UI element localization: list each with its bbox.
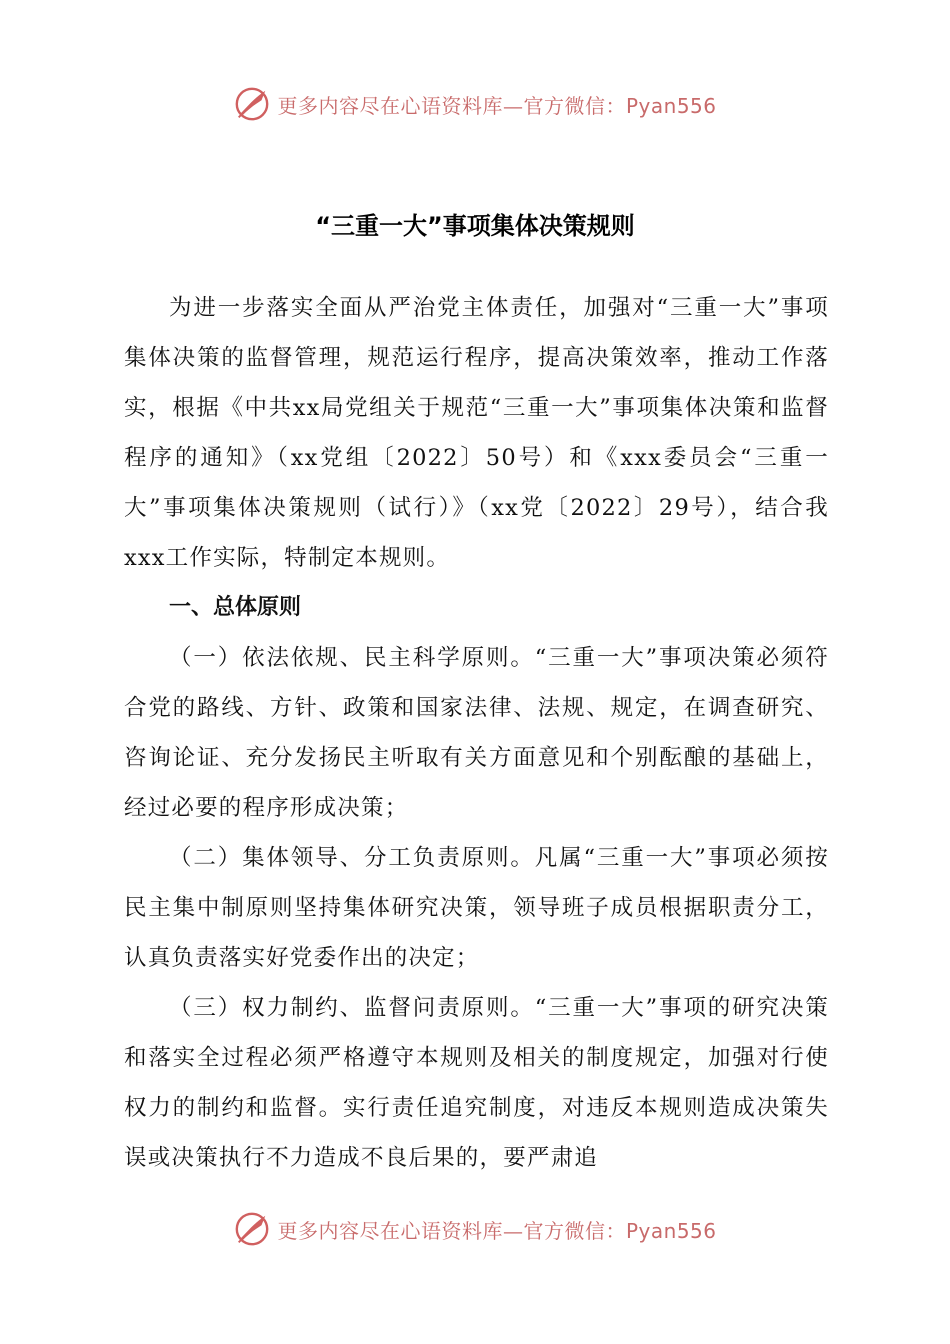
watermark-text: 更多内容尽在心语资料库—官方微信：Pyan556 [277, 93, 717, 118]
principle-paragraph-3: （三）权力制约、监督问责原则。“三重一大”事项的研究决策和落实全过程必须严格遵守本规则及相关的制度规定，加强对行使权力的制约和监督。实行责任追究制度，对违反本规则造成决策失误或决策执行不力造成不良后果的，要严肃追 [124, 995, 829, 1171]
watermark-banner-top [0, 84, 950, 124]
section-heading: 一、总体原则 [169, 595, 302, 620]
wechat-id: Pyan556 [625, 93, 717, 118]
document-body [124, 283, 829, 1183]
document-title: “三重一大”事项集体决策规则 [315, 212, 635, 240]
watermark-banner-bottom [0, 1209, 950, 1249]
wechat-id: Pyan556 [625, 1218, 717, 1243]
intro-paragraph: 为进一步落实全面从严治党主体责任，加强对“三重一大”事项集体决策的监督管理，规范运行程序，提高决策效率，推动工作落实，根据《中共xx局党组关于规范“三重一大”事项集体决策和监督程序的通知》（xx党组〔2022〕50号）和《xxx委员会“三重一大”事项集体决策规则（试行）》（xx党〔2022〕29号），结合我xxx工作实际，特制定本规则。 [124, 295, 829, 571]
pen-nib-circle-logo-icon [233, 85, 271, 123]
pen-nib-circle-logo-icon [233, 1210, 271, 1248]
principle-paragraph-2: （二）集体领导、分工负责原则。凡属“三重一大”事项必须按民主集中制原则坚持集体研究决策，领导班子成员根据职责分工，认真负责落实好党委作出的决定； [124, 845, 829, 971]
watermark-text: 更多内容尽在心语资料库—官方微信：Pyan556 [277, 1218, 717, 1243]
principle-paragraph-1: （一）依法依规、民主科学原则。“三重一大”事项决策必须符合党的路线、方针、政策和国家法律、法规、规定，在调查研究、咨询论证、充分发扬民主听取有关方面意见和个别酝酿的基础上，经过必要的程序形成决策； [124, 645, 829, 821]
